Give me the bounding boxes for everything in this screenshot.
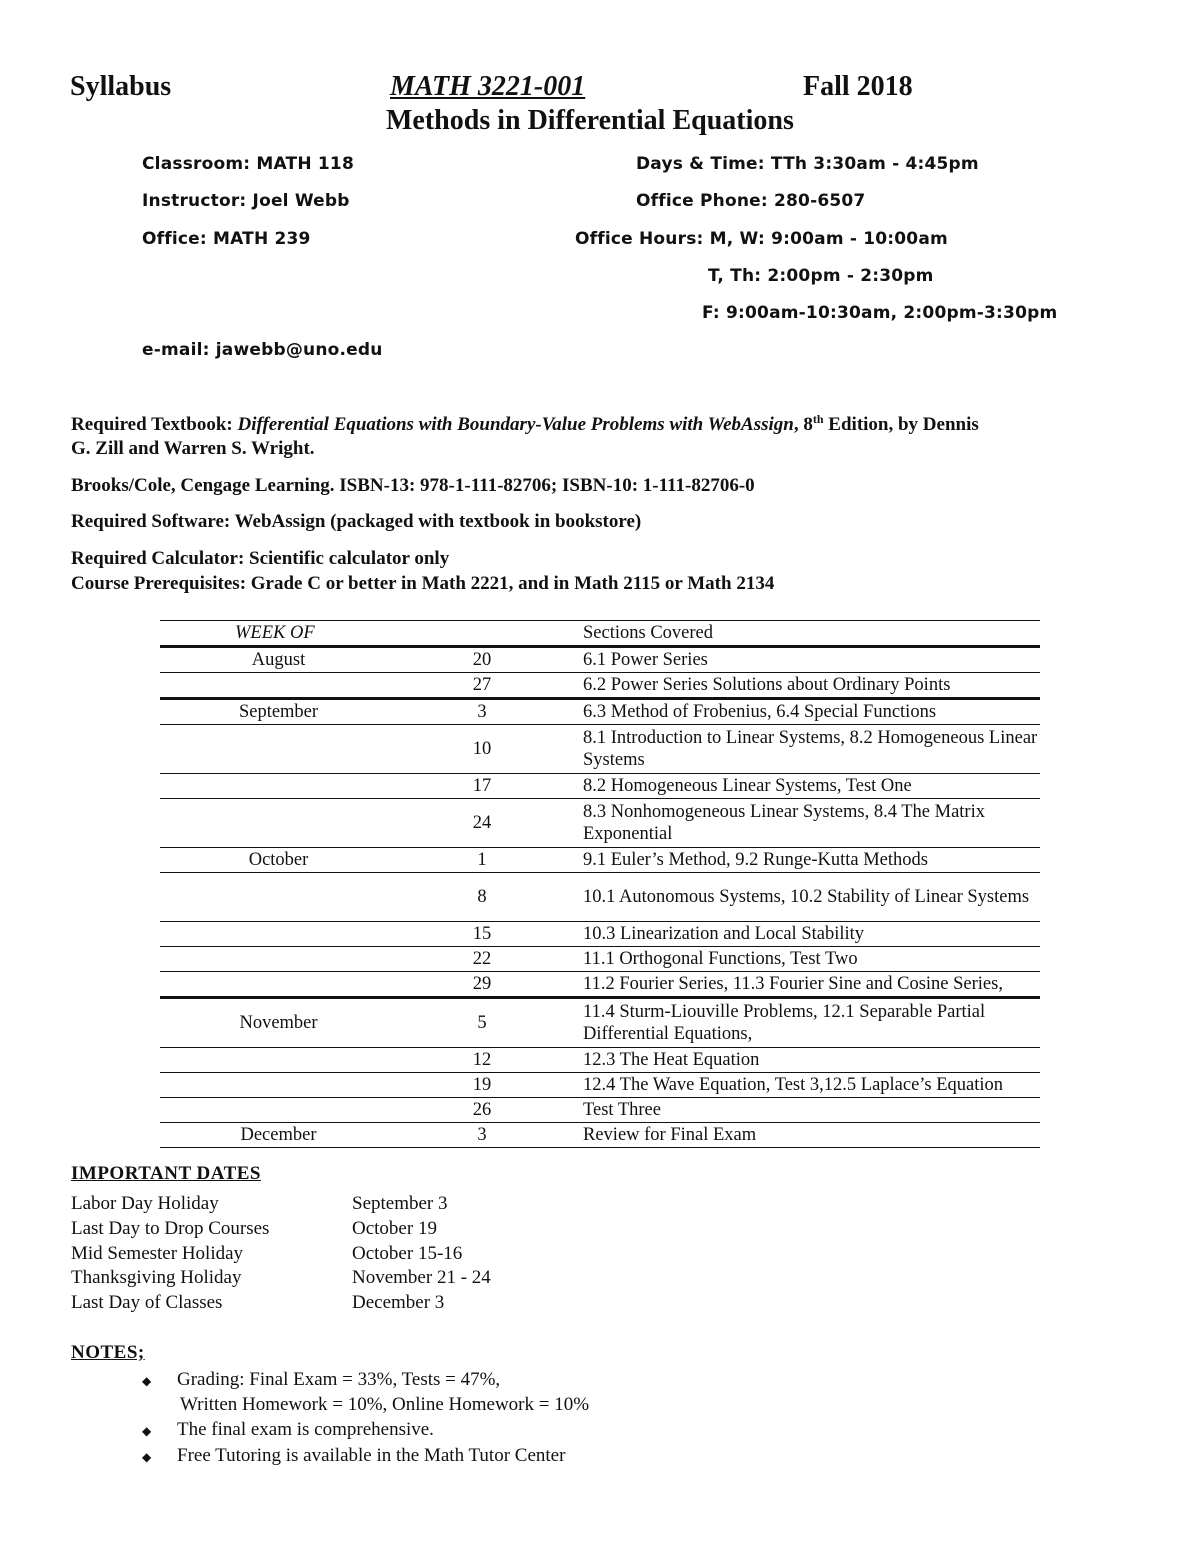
day-header — [397, 621, 567, 647]
important-date-value: October 19 — [352, 1217, 437, 1239]
sections-covered: Test Three — [583, 1100, 661, 1120]
important-date-label: Last Day to Drop Courses — [71, 1217, 270, 1239]
week-month — [160, 673, 397, 699]
week-day: 26 — [472, 1100, 492, 1120]
schedule-row — [160, 647, 1040, 673]
office-phone: Office Phone: 280-6507 — [636, 191, 866, 211]
sections-covered-header: Sections Covered — [583, 623, 713, 643]
office-hours-line-1: Office Hours: M, W: 9:00am - 10:00am — [575, 229, 948, 249]
week-day: 24 — [472, 813, 492, 833]
week-month — [160, 1098, 397, 1123]
week-day: 8 — [477, 887, 487, 907]
week-day: 3 — [477, 1125, 487, 1145]
week-month — [160, 922, 397, 947]
schedule-row — [160, 922, 1040, 947]
schedule-row — [160, 947, 1040, 972]
sections-covered: 12.4 The Wave Equation, Test 3,12.5 Laplace’s Equation — [583, 1075, 1004, 1095]
publisher-isbn: Brooks/Cole, Cengage Learning. ISBN-13: 978-1-111-82706; ISBN-10: 1-111-82706-0 — [71, 475, 755, 496]
sections-covered: 6.1 Power Series — [583, 650, 708, 670]
office: Office: MATH 239 — [142, 229, 311, 249]
schedule-table — [160, 620, 1040, 1148]
office-hours-line-3: F: 9:00am-10:30am, 2:00pm-3:30pm — [702, 303, 1058, 323]
week-day: 3 — [477, 702, 487, 722]
week-day: 20 — [472, 650, 492, 670]
week-month: November — [239, 1013, 318, 1033]
textbook-authors: G. Zill and Warren S. Wright. — [71, 438, 315, 459]
week-day: 19 — [472, 1075, 492, 1095]
sections-covered: 8.2 Homogeneous Linear Systems, Test One — [583, 776, 912, 796]
sections-covered: 6.2 Power Series Solutions about Ordinary Points — [583, 675, 951, 695]
schedule-row — [160, 1048, 1040, 1073]
sections-covered: 11.4 Sturm-Liouville Problems, 12.1 Separable Partial Differential Equations, — [583, 1002, 986, 1044]
textbook-edition-post: Edition, by Dennis — [823, 414, 979, 435]
schedule-row — [160, 673, 1040, 699]
week-month — [160, 725, 397, 774]
term: Fall 2018 — [803, 71, 913, 102]
textbook-edition-sup: th — [812, 412, 824, 426]
week-month: October — [248, 850, 309, 870]
sections-covered: 11.2 Fourier Series, 11.3 Fourier Sine and Cosine Series, — [583, 974, 1003, 994]
note-text-continued: Written Homework = 10%, Online Homework = 10% — [180, 1394, 590, 1415]
important-dates-title: IMPORTANT DATES — [71, 1163, 261, 1184]
week-month — [160, 873, 397, 922]
course-title: Methods in Differential Equations — [386, 105, 794, 136]
required-software: Required Software: WebAssign (packaged with textbook in bookstore) — [71, 511, 642, 532]
important-date-value: September 3 — [352, 1193, 448, 1214]
week-day: 10 — [472, 739, 492, 759]
week-month — [160, 1048, 397, 1073]
week-month: August — [251, 650, 306, 670]
days-time: Days & Time: TTh 3:30am - 4:45pm — [636, 154, 979, 174]
notes-title: NOTES; — [71, 1342, 145, 1363]
sections-covered: 11.1 Orthogonal Functions, Test Two — [583, 949, 858, 969]
required-textbook — [71, 412, 979, 436]
textbook-edition: , 8 — [793, 414, 813, 435]
schedule-row — [160, 848, 1040, 873]
schedule-row — [160, 1098, 1040, 1123]
important-date-value: December 3 — [352, 1292, 445, 1314]
schedule-row — [160, 972, 1040, 998]
required-calculator: Required Calculator: Scientific calculator only — [71, 548, 450, 569]
textbook-label: Required Textbook: — [71, 414, 238, 435]
week-day: 27 — [472, 675, 492, 695]
sections-covered: Review for Final Exam — [583, 1125, 757, 1145]
course-prerequisites: Course Prerequisites: Grade C or better in Math 2221, and in Math 2115 or Math 2134 — [71, 573, 775, 594]
note-text: The final exam is comprehensive. — [177, 1419, 434, 1440]
diamond-bullet-icon: ◆ — [142, 1374, 152, 1388]
sections-covered: 12.3 The Heat Equation — [583, 1050, 760, 1070]
schedule-row — [160, 799, 1040, 848]
course-code: MATH 3221-001 — [390, 71, 586, 102]
schedule-row — [160, 1123, 1040, 1148]
week-day: 1 — [477, 850, 487, 870]
week-day: 17 — [472, 776, 492, 796]
week-day: 5 — [477, 1013, 487, 1033]
schedule-row — [160, 873, 1040, 922]
schedule-row — [160, 774, 1040, 799]
important-date-value: November 21 - 24 — [352, 1267, 491, 1289]
instructor: Instructor: Joel Webb — [142, 191, 350, 211]
week-day: 22 — [472, 949, 492, 969]
week-day: 12 — [472, 1050, 492, 1070]
week-of-header: WEEK OF — [235, 623, 315, 643]
email: e-mail: jawebb@uno.edu — [142, 340, 383, 360]
sections-covered: 8.3 Nonhomogeneous Linear Systems, 8.4 The Matrix Exponential — [583, 802, 985, 844]
schedule-row — [160, 699, 1040, 725]
schedule-header-row — [160, 621, 1040, 647]
week-month: December — [240, 1125, 317, 1145]
textbook-title: Differential Equations with Boundary-Value Problems with WebAssign — [237, 414, 794, 435]
important-date-value: October 15-16 — [352, 1242, 463, 1264]
schedule-row — [160, 1073, 1040, 1098]
diamond-bullet-icon: ◆ — [142, 1450, 152, 1464]
week-month: September — [238, 702, 319, 722]
sections-covered: 10.3 Linearization and Local Stability — [583, 924, 865, 944]
week-day: 15 — [472, 924, 492, 944]
schedule-row — [160, 725, 1040, 774]
important-date-label: Last Day of Classes — [71, 1292, 223, 1314]
schedule-row — [160, 998, 1040, 1048]
week-month — [160, 799, 397, 848]
week-day: 29 — [472, 974, 492, 994]
classroom: Classroom: MATH 118 — [142, 154, 354, 174]
week-month — [160, 972, 397, 998]
sections-covered: 9.1 Euler’s Method, 9.2 Runge-Kutta Methods — [583, 850, 928, 870]
note-text: Free Tutoring is available in the Math Tutor Center — [177, 1445, 566, 1466]
sections-covered: 10.1 Autonomous Systems, 10.2 Stability of Linear Systems — [583, 887, 1030, 907]
doc-label: Syllabus — [70, 71, 172, 102]
week-month — [160, 1073, 397, 1098]
important-date-label: Labor Day Holiday — [71, 1193, 219, 1214]
diamond-bullet-icon: ◆ — [142, 1424, 152, 1438]
week-month — [160, 947, 397, 972]
important-date-label: Thanksgiving Holiday — [71, 1267, 242, 1289]
important-date-label: Mid Semester Holiday — [71, 1242, 244, 1264]
sections-covered: 8.1 Introduction to Linear Systems, 8.2 Homogeneous Linear Systems — [583, 728, 1038, 770]
week-month — [160, 774, 397, 799]
note-text: Grading: Final Exam = 33%, Tests = 47%, — [177, 1369, 501, 1390]
office-hours-line-2: T, Th: 2:00pm - 2:30pm — [708, 266, 934, 286]
sections-covered: 6.3 Method of Frobenius, 6.4 Special Functions — [583, 702, 937, 722]
